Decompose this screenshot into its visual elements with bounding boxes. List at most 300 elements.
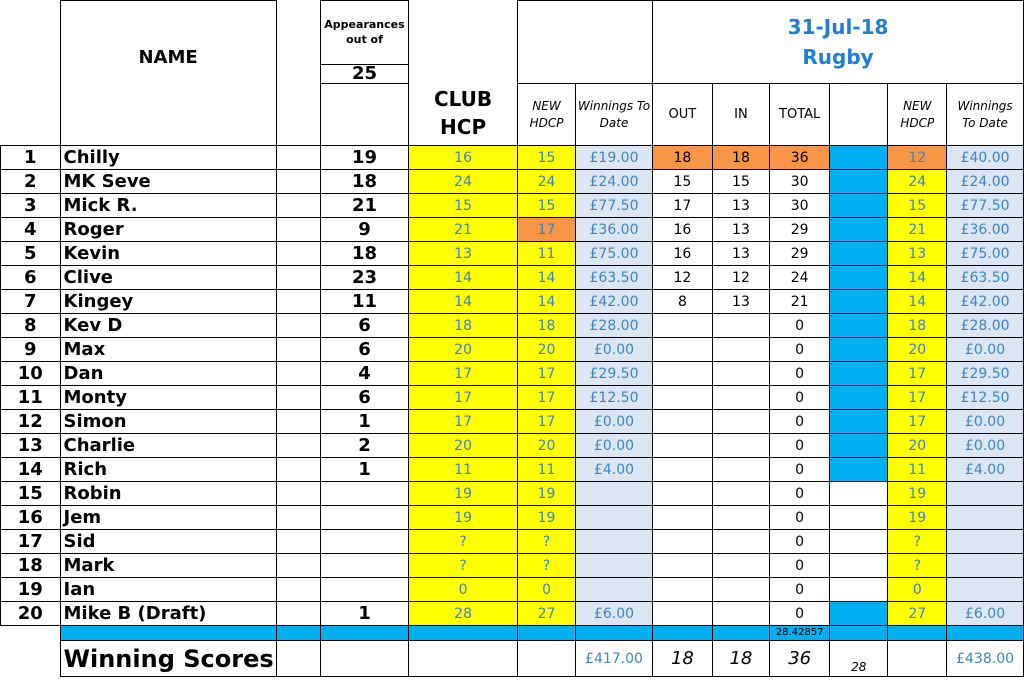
total-cell: 0 bbox=[770, 338, 830, 362]
appearances-header bbox=[321, 1, 409, 65]
winnings2-cell: £0.00 bbox=[947, 410, 1024, 434]
appearances-total: 25 bbox=[321, 65, 409, 84]
blank-cell bbox=[830, 146, 888, 170]
new-hdcp-label-1: NEW bbox=[532, 98, 561, 113]
out-cell bbox=[653, 434, 713, 458]
new-hdcp-cell: 14 bbox=[518, 266, 576, 290]
out-header: OUT bbox=[653, 84, 713, 146]
spacer-cell bbox=[276, 314, 320, 338]
new-hdcp2-cell: 13 bbox=[888, 242, 947, 266]
new-hdcp2-cell: ? bbox=[888, 554, 947, 578]
club-hcp-cell: 18 bbox=[408, 314, 517, 338]
in-cell: 12 bbox=[712, 266, 770, 290]
row-number: 17 bbox=[1, 530, 61, 554]
new-hdcp2-cell: 19 bbox=[888, 506, 947, 530]
winnings2-label-2: To Date bbox=[962, 115, 1008, 130]
new-hdcp-cell: 19 bbox=[518, 482, 576, 506]
winnings-cell: £75.00 bbox=[575, 242, 652, 266]
table-row bbox=[1, 434, 1024, 458]
sep-cell bbox=[321, 626, 409, 641]
appearances-cell bbox=[321, 578, 409, 602]
winnings-cell: £77.50 bbox=[575, 194, 652, 218]
player-name: Roger bbox=[60, 218, 276, 242]
winnings2-cell bbox=[947, 578, 1024, 602]
winnings-cell bbox=[575, 554, 652, 578]
winnings2-header bbox=[947, 84, 1024, 146]
new-hdcp-cell: 14 bbox=[518, 290, 576, 314]
appearances-cell: 1 bbox=[321, 602, 409, 626]
new-hdcp2-label-1: NEW bbox=[903, 98, 932, 113]
winnings-header bbox=[575, 84, 652, 146]
footer-out: 18 bbox=[653, 641, 713, 677]
table-row bbox=[1, 218, 1024, 242]
out-cell bbox=[653, 338, 713, 362]
out-cell bbox=[653, 386, 713, 410]
new-hdcp2-cell: 15 bbox=[888, 194, 947, 218]
winnings2-cell: £75.00 bbox=[947, 242, 1024, 266]
total-cell: 24 bbox=[770, 266, 830, 290]
total-cell: 0 bbox=[770, 482, 830, 506]
appearances-cell: 1 bbox=[321, 458, 409, 482]
spacer-cell bbox=[276, 506, 320, 530]
footer-corner bbox=[1, 641, 61, 677]
spacer-cell bbox=[276, 386, 320, 410]
winnings2-cell: £77.50 bbox=[947, 194, 1024, 218]
total-cell: 30 bbox=[770, 194, 830, 218]
player-name: Charlie bbox=[60, 434, 276, 458]
spacer-cell bbox=[276, 218, 320, 242]
club-hcp-header bbox=[408, 1, 517, 146]
out-cell bbox=[653, 410, 713, 434]
total-cell: 21 bbox=[770, 290, 830, 314]
table-row bbox=[1, 290, 1024, 314]
table-row bbox=[1, 386, 1024, 410]
new-hdcp-header bbox=[518, 84, 576, 146]
club-hcp-cell: 14 bbox=[408, 266, 517, 290]
in-cell bbox=[712, 434, 770, 458]
winnings-cell bbox=[575, 530, 652, 554]
winnings-label-2: Date bbox=[599, 115, 629, 130]
new-hdcp-cell: 15 bbox=[518, 146, 576, 170]
row-number: 1 bbox=[1, 146, 61, 170]
separator-row bbox=[1, 626, 1024, 641]
footer-winnings2-total: £438.00 bbox=[947, 641, 1024, 677]
out-cell: 16 bbox=[653, 242, 713, 266]
winnings2-cell: £40.00 bbox=[947, 146, 1024, 170]
table-row bbox=[1, 314, 1024, 338]
winnings-cell: £42.00 bbox=[575, 290, 652, 314]
out-cell bbox=[653, 482, 713, 506]
winnings2-cell: £6.00 bbox=[947, 602, 1024, 626]
player-name: Max bbox=[60, 338, 276, 362]
in-cell: 15 bbox=[712, 170, 770, 194]
player-name: Kingey bbox=[60, 290, 276, 314]
table-row bbox=[1, 266, 1024, 290]
blank-cell bbox=[830, 314, 888, 338]
blank-cell bbox=[830, 578, 888, 602]
out-cell bbox=[653, 602, 713, 626]
in-cell: 13 bbox=[712, 218, 770, 242]
table-row bbox=[1, 338, 1024, 362]
sep-cell bbox=[276, 626, 320, 641]
blank-cell bbox=[830, 554, 888, 578]
total-cell: 0 bbox=[770, 554, 830, 578]
total-cell: 0 bbox=[770, 434, 830, 458]
footer-in: 18 bbox=[712, 641, 770, 677]
winnings2-cell: £36.00 bbox=[947, 218, 1024, 242]
footer-total: 36 bbox=[770, 641, 830, 677]
club-hcp-cell: 24 bbox=[408, 170, 517, 194]
table-row bbox=[1, 578, 1024, 602]
spacer-cell bbox=[276, 578, 320, 602]
out-cell: 18 bbox=[653, 146, 713, 170]
footer-winnings-total: £417.00 bbox=[575, 641, 652, 677]
new-hdcp2-cell: 27 bbox=[888, 602, 947, 626]
event-venue: Rugby bbox=[802, 45, 874, 69]
total-cell: 29 bbox=[770, 218, 830, 242]
new-hdcp2-cell: 19 bbox=[888, 482, 947, 506]
sep-cell bbox=[947, 626, 1024, 641]
new-hdcp-cell: 18 bbox=[518, 314, 576, 338]
winnings2-cell bbox=[947, 530, 1024, 554]
total-cell: 36 bbox=[770, 146, 830, 170]
club-hcp-label-2: HCP bbox=[440, 115, 487, 139]
new-hdcp-cell: 27 bbox=[518, 602, 576, 626]
winnings-cell bbox=[575, 482, 652, 506]
sep-cell bbox=[888, 626, 947, 641]
spacer-cell bbox=[276, 554, 320, 578]
table-row bbox=[1, 194, 1024, 218]
winnings-cell: £28.00 bbox=[575, 314, 652, 338]
table-row bbox=[1, 602, 1024, 626]
player-name: Clive bbox=[60, 266, 276, 290]
in-header: IN bbox=[712, 84, 770, 146]
winnings-cell bbox=[575, 506, 652, 530]
player-name: Monty bbox=[60, 386, 276, 410]
total-cell: 0 bbox=[770, 602, 830, 626]
table-row bbox=[1, 458, 1024, 482]
new-hdcp-cell: 11 bbox=[518, 242, 576, 266]
spacer-cell bbox=[276, 434, 320, 458]
in-cell bbox=[712, 386, 770, 410]
new-hdcp-cell: 17 bbox=[518, 362, 576, 386]
in-cell bbox=[712, 458, 770, 482]
in-cell bbox=[712, 482, 770, 506]
event-date: 31-Jul-18 bbox=[787, 15, 889, 39]
player-name: Mick R. bbox=[60, 194, 276, 218]
player-name: MK Seve bbox=[60, 170, 276, 194]
new-hdcp-cell: 0 bbox=[518, 578, 576, 602]
spacer-cell bbox=[276, 362, 320, 386]
winnings2-cell: £0.00 bbox=[947, 434, 1024, 458]
new-hdcp-cell: 20 bbox=[518, 434, 576, 458]
blank-cell bbox=[830, 434, 888, 458]
sep-cell bbox=[830, 626, 888, 641]
out-cell: 17 bbox=[653, 194, 713, 218]
sep-cell bbox=[653, 626, 713, 641]
total-cell: 0 bbox=[770, 530, 830, 554]
row-number: 5 bbox=[1, 242, 61, 266]
club-hcp-cell: 14 bbox=[408, 290, 517, 314]
winnings2-cell: £12.50 bbox=[947, 386, 1024, 410]
appearances-label: Appearances out of bbox=[324, 18, 405, 46]
table-row bbox=[1, 554, 1024, 578]
row-number: 9 bbox=[1, 338, 61, 362]
new-hdcp-cell: ? bbox=[518, 554, 576, 578]
in-cell bbox=[712, 554, 770, 578]
winnings2-cell: £29.50 bbox=[947, 362, 1024, 386]
footer-blank bbox=[321, 641, 409, 677]
club-hcp-cell: 17 bbox=[408, 362, 517, 386]
sep-cell bbox=[712, 626, 770, 641]
appearances-cell: 9 bbox=[321, 218, 409, 242]
club-hcp-cell: 17 bbox=[408, 386, 517, 410]
club-hcp-cell: 20 bbox=[408, 338, 517, 362]
in-cell: 13 bbox=[712, 194, 770, 218]
footer-blank bbox=[408, 641, 517, 677]
winnings-cell bbox=[575, 578, 652, 602]
total-cell: 0 bbox=[770, 578, 830, 602]
winnings-cell: £4.00 bbox=[575, 458, 652, 482]
out-cell: 12 bbox=[653, 266, 713, 290]
footer-blank bbox=[276, 641, 320, 677]
winnings-cell: £29.50 bbox=[575, 362, 652, 386]
blank-cell bbox=[830, 218, 888, 242]
in-cell bbox=[712, 314, 770, 338]
corner-cell-2 bbox=[1, 65, 61, 84]
blank-cell bbox=[830, 482, 888, 506]
appearances-cell: 2 bbox=[321, 434, 409, 458]
blank-cell bbox=[830, 506, 888, 530]
table-row bbox=[1, 362, 1024, 386]
blank-cell bbox=[830, 170, 888, 194]
appearances-cell: 6 bbox=[321, 314, 409, 338]
new-hdcp2-label-2: HDCP bbox=[900, 115, 935, 130]
new-hdcp2-cell: 14 bbox=[888, 266, 947, 290]
club-hcp-cell: 28 bbox=[408, 602, 517, 626]
total-header: TOTAL bbox=[770, 84, 830, 146]
appearances-cell: 4 bbox=[321, 362, 409, 386]
out-cell: 15 bbox=[653, 170, 713, 194]
new-hdcp2-cell: 14 bbox=[888, 290, 947, 314]
in-cell bbox=[712, 362, 770, 386]
winnings-cell: £12.50 bbox=[575, 386, 652, 410]
row-number: 3 bbox=[1, 194, 61, 218]
club-hcp-cell: 19 bbox=[408, 482, 517, 506]
player-name: Ian bbox=[60, 578, 276, 602]
player-name: Kev D bbox=[60, 314, 276, 338]
sep-cell bbox=[60, 626, 276, 641]
footer-blank bbox=[888, 641, 947, 677]
sep-cell bbox=[408, 626, 517, 641]
spacer-cell bbox=[276, 242, 320, 266]
in-cell: 13 bbox=[712, 242, 770, 266]
spacer-cell bbox=[276, 290, 320, 314]
row-number: 19 bbox=[1, 578, 61, 602]
spacer-cell bbox=[276, 602, 320, 626]
player-name: Robin bbox=[60, 482, 276, 506]
new-hdcp2-header bbox=[888, 84, 947, 146]
new-hdcp2-cell: 18 bbox=[888, 314, 947, 338]
header-blank-box bbox=[518, 1, 653, 84]
winning-scores-label: Winning Scores bbox=[60, 641, 276, 677]
player-rows bbox=[1, 146, 1024, 626]
club-hcp-label-1: CLUB bbox=[433, 87, 493, 111]
appearances-cell: 18 bbox=[321, 242, 409, 266]
winnings2-cell bbox=[947, 554, 1024, 578]
footer-row bbox=[1, 641, 1024, 677]
appearances-cell: 6 bbox=[321, 338, 409, 362]
club-hcp-cell: 16 bbox=[408, 146, 517, 170]
appearances-cell: 21 bbox=[321, 194, 409, 218]
appearances-cell bbox=[321, 554, 409, 578]
spacer-cell bbox=[276, 170, 320, 194]
total-cell: 0 bbox=[770, 314, 830, 338]
appearances-cell: 23 bbox=[321, 266, 409, 290]
row-number: 16 bbox=[1, 506, 61, 530]
table-row bbox=[1, 482, 1024, 506]
blank-cell bbox=[830, 410, 888, 434]
winnings-cell: £19.00 bbox=[575, 146, 652, 170]
winnings2-cell: £24.00 bbox=[947, 170, 1024, 194]
new-hdcp-cell: 17 bbox=[518, 410, 576, 434]
footer-blank bbox=[518, 641, 576, 677]
sep-cell bbox=[575, 626, 652, 641]
player-name: Simon bbox=[60, 410, 276, 434]
new-hdcp-cell: 17 bbox=[518, 386, 576, 410]
out-cell bbox=[653, 458, 713, 482]
new-hdcp2-cell: 0 bbox=[888, 578, 947, 602]
spacer-header bbox=[276, 1, 320, 65]
spacer-header-2 bbox=[276, 65, 320, 84]
row-number: 11 bbox=[1, 386, 61, 410]
appearances-cell bbox=[321, 506, 409, 530]
spacer-cell bbox=[276, 458, 320, 482]
footer-blank-col: 28 bbox=[830, 641, 888, 677]
new-hdcp-cell: ? bbox=[518, 530, 576, 554]
total-cell: 0 bbox=[770, 362, 830, 386]
table-row bbox=[1, 170, 1024, 194]
winnings-cell: £0.00 bbox=[575, 338, 652, 362]
new-hdcp-label-2: HDCP bbox=[529, 115, 564, 130]
appearances-cell: 6 bbox=[321, 386, 409, 410]
row-number: 12 bbox=[1, 410, 61, 434]
out-cell bbox=[653, 530, 713, 554]
in-cell bbox=[712, 338, 770, 362]
new-hdcp-cell: 20 bbox=[518, 338, 576, 362]
winnings-label-1: Winnings To bbox=[577, 98, 651, 113]
in-cell bbox=[712, 578, 770, 602]
row-number: 8 bbox=[1, 314, 61, 338]
club-hcp-cell: ? bbox=[408, 554, 517, 578]
out-cell bbox=[653, 362, 713, 386]
new-hdcp-cell: 19 bbox=[518, 506, 576, 530]
appearances-cell bbox=[321, 482, 409, 506]
new-hdcp-cell: 15 bbox=[518, 194, 576, 218]
player-name: Rich bbox=[60, 458, 276, 482]
new-hdcp2-cell: 17 bbox=[888, 410, 947, 434]
player-name: Chilly bbox=[60, 146, 276, 170]
sep-cell bbox=[518, 626, 576, 641]
winnings2-cell: £4.00 bbox=[947, 458, 1024, 482]
blank-cell bbox=[830, 242, 888, 266]
club-hcp-cell: ? bbox=[408, 530, 517, 554]
row-number: 14 bbox=[1, 458, 61, 482]
blank-cell bbox=[830, 290, 888, 314]
spacer-cell bbox=[276, 410, 320, 434]
new-hdcp2-cell: 21 bbox=[888, 218, 947, 242]
winnings-cell: £0.00 bbox=[575, 434, 652, 458]
row-number: 13 bbox=[1, 434, 61, 458]
row-number: 15 bbox=[1, 482, 61, 506]
out-cell bbox=[653, 314, 713, 338]
winnings2-cell: £0.00 bbox=[947, 338, 1024, 362]
blank-cell bbox=[830, 458, 888, 482]
club-hcp-cell: 17 bbox=[408, 410, 517, 434]
appearances-cell: 11 bbox=[321, 290, 409, 314]
player-name: Kevin bbox=[60, 242, 276, 266]
appearances-cell bbox=[321, 530, 409, 554]
club-hcp-cell: 21 bbox=[408, 218, 517, 242]
new-hdcp-cell: 11 bbox=[518, 458, 576, 482]
winnings2-cell bbox=[947, 506, 1024, 530]
blank-cell bbox=[830, 530, 888, 554]
player-name: Sid bbox=[60, 530, 276, 554]
row-number: 4 bbox=[1, 218, 61, 242]
corner-cell-3 bbox=[1, 84, 61, 146]
spacer-cell bbox=[276, 482, 320, 506]
in-cell bbox=[712, 506, 770, 530]
row-number: 7 bbox=[1, 290, 61, 314]
player-name: Jem bbox=[60, 506, 276, 530]
club-hcp-cell: 11 bbox=[408, 458, 517, 482]
blank-cell bbox=[830, 266, 888, 290]
player-name: Mark bbox=[60, 554, 276, 578]
in-cell bbox=[712, 602, 770, 626]
in-cell bbox=[712, 410, 770, 434]
spacer-cell bbox=[276, 266, 320, 290]
new-hdcp-cell: 17 bbox=[518, 218, 576, 242]
winnings-cell: £24.00 bbox=[575, 170, 652, 194]
corner-cell bbox=[1, 1, 61, 65]
new-hdcp2-cell: ? bbox=[888, 530, 947, 554]
total-cell: 30 bbox=[770, 170, 830, 194]
blank-cell bbox=[830, 338, 888, 362]
table-row bbox=[1, 242, 1024, 266]
spacer-cell bbox=[276, 194, 320, 218]
player-name: Mike B (Draft) bbox=[60, 602, 276, 626]
total-cell: 29 bbox=[770, 242, 830, 266]
sep-corner bbox=[1, 626, 61, 641]
winnings2-label-1: Winnings bbox=[957, 98, 1013, 113]
out-cell bbox=[653, 554, 713, 578]
out-cell bbox=[653, 506, 713, 530]
club-hcp-cell: 20 bbox=[408, 434, 517, 458]
row-number: 2 bbox=[1, 170, 61, 194]
out-cell: 16 bbox=[653, 218, 713, 242]
winnings2-cell: £63.50 bbox=[947, 266, 1024, 290]
winnings-cell: £0.00 bbox=[575, 410, 652, 434]
row-number: 20 bbox=[1, 602, 61, 626]
spacer-cell bbox=[276, 146, 320, 170]
club-hcp-cell: 13 bbox=[408, 242, 517, 266]
spacer-cell bbox=[276, 338, 320, 362]
appearances-cell: 18 bbox=[321, 170, 409, 194]
new-hdcp2-cell: 11 bbox=[888, 458, 947, 482]
in-cell: 13 bbox=[712, 290, 770, 314]
appearances-cell: 19 bbox=[321, 146, 409, 170]
blank-header bbox=[830, 84, 888, 146]
